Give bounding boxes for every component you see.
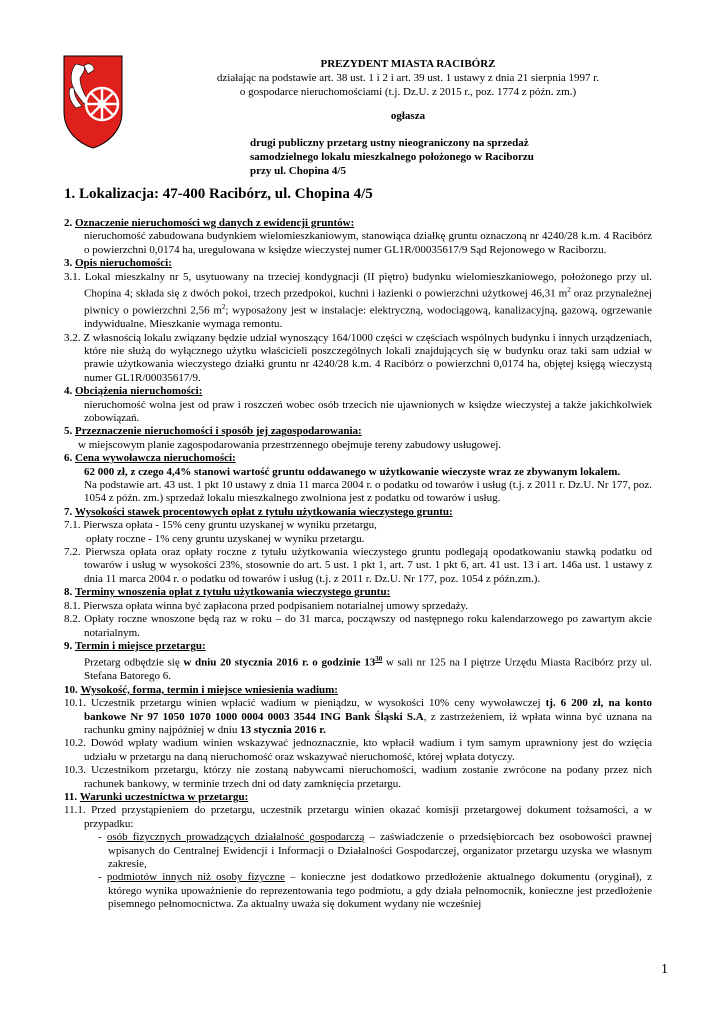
section-number: 4. [64, 385, 73, 398]
paragraph-3-1: 3.1. Lokal mieszkalny nr 5, usytuowany na trzeciej kondygnacji (II piętro) budynku wielomieszkaniowego, położonego przy ul. Chopina 4; składa się z dwóch pokoi, trzech przedpokoi, kuchni i łazienki o powierzchni użytkowej 46,31 $m^2$ oraz przynależnej piwnicy o powierzchni 2,56 $m^2$; wyposażony jest w instalacje: elektryczną, wodociągową, kanalizacyjną, gazową, ogrzewanie indywidualne. Mieszkanie wymaga remontu. [64, 270, 652, 331]
section-number: 3. [64, 257, 73, 270]
starting-price: 62 000 zł, z czego 4,4% stanowi wartość gruntu oddawanego w użytkowanie wieczyste wraz ze zbywanym lokalem. [84, 465, 621, 478]
paragraph-10-3: 10.3. Uczestnikom przetargu, którzy nie zostaną nabywcami nieruchomości, wadium zostanie zwrócone na podany przez nich rachunek bankowy, w terminie trzech dni od daty zamknięcia przetargu. [64, 764, 652, 790]
section-number: 8. [64, 586, 73, 599]
auction-date-place: Przetarg odbędzie się w dniu 20 stycznia 2016 r. o godzinie $13^{30}$ w sali nr 125 na I piętrze Urzędu Miasta Racibórz przy ul. Stefana Batorego 6. [84, 655, 652, 683]
legal-basis-line: działając na podstawie art. 38 ust. 1 i 2 i art. 39 ust. 1 ustawy z dnia 21 sierpnia 1997 r. [216, 72, 600, 84]
section-number: 10. [64, 683, 78, 696]
section-heading: Wysokość, forma, termin i miejsce wniesienia wadium: [80, 683, 338, 696]
section-heading: Termin i miejsce przetargu: [75, 639, 206, 652]
section-heading: Oznaczenie nieruchomości wg danych z ewidencji gruntów: [75, 217, 355, 229]
paragraph-7-2: 7.2. Pierwsza opłata oraz opłaty roczne z tytułu użytkowania wieczystego gruntu podlegają opodatkowaniu stawką podatku od towarów i usług w wysokości 23%, stosownie do art. 5 ust. 1 pkt 1, art. 7 ust. 1 pkt 6, art. 41 ust. 13 i art. 146a ust. 1 ustawy z dnia 11 marca 2004 r. o podatku od towarów i usług (t.j. z 2011 r. Dz.U. Nr 177, poz. 1054 z późn.zm.). [64, 546, 652, 585]
wheel-icon [86, 88, 118, 120]
document-body [64, 217, 652, 912]
paragraph-3-2: 3.2. Z własnością lokalu związany będzie udział wynoszący 164/1000 części w częściach wspólnych budynku i innych urządzeniach, które nie służą do wyłącznego użytku właścicieli poszczególnych lokali znajdujących się w budynku oraz taki sam udział w prawie użytkowania wieczystego działki gruntu nr 4240/28 k.m. 4 Racibórz o powierzchni 0,0174 ha, objętej księgą wieczystą numer GL1R/00035617/9. [64, 331, 652, 384]
paragraph-7-1: 7.1. Pierwsza opłata - 15% ceny gruntu uzyskanej w wyniku przetargu, [64, 519, 377, 532]
list-item: - osób fizycznych prowadzących działalność gospodarczą – zaświadczenie o przedsiębiorcach bez osobowości prawnej wpisanych do Centralnej Ewidencji i Informacji o Działalności Gospodarczej, organizator przetargu uzyska we własnym zakresie, [98, 831, 653, 871]
announces-word: ogłasza [390, 110, 426, 122]
section-text: nieruchomość zabudowana budynkiem wielomieszkaniowym, stanowiąca działkę gruntu oznaczoną nr 4240/28 k.m. 4 Racibórz o powierzchni 0,0174 ha, uregulowana w księdze wieczystej numer GL1R/00035617/9 Sąd Rejonowego w Raciborzu. [84, 230, 652, 256]
location-heading: 1. Lokalizacja: 47-400 Racibórz, ul. Chopina 4/5 [64, 186, 373, 202]
list-item: - podmiotów innych niż osoby fizyczne – konieczne jest dodatkowo przedłożenie aktualnego dokumentu (oryginał), z którego wynika upoważnienie do reprezentowania tego podmiotu, a gdy działa pełnomocnik, konieczne jest przedłożenie pisemnego pełnomocnictwa. Za aktualny uważa się dokument wydany nie wcześniej [98, 871, 652, 911]
subject-line: samodzielnego lokalu mieszkalnego położonego w Raciborzu [250, 151, 534, 163]
subject-line: przy ul. Chopina 4/5 [250, 165, 346, 177]
section-number: 2. [64, 217, 73, 229]
section-number: 7. [64, 505, 73, 518]
section-heading: Warunki uczestnictwa w przetargu: [79, 791, 249, 804]
paragraph-11-1: 11.1. Przed przystąpieniem do przetargu, uczestnik przetargu winien okazać komisji przetargowej dokument tożsamości, a w przypadku: [64, 804, 652, 830]
section-number: 5. [64, 425, 73, 438]
tender-subject [250, 136, 630, 178]
section-text: Na podstawie art. 43 ust. 1 pkt 10 ustawy z dnia 11 marca 2004 r. o podatku od towarów i usług (t.j. z 2011 r. Dz.U. Nr 177, poz. 1054 z późn. zm.) sprzedaż lokalu mieszkalnego zwolniona jest z podatku od towarów i usług. [84, 479, 652, 505]
paragraph-7-1-cont: opłaty roczne - 1% ceny gruntu uzyskanej w wyniku przetargu. [86, 532, 365, 545]
mayor-title: PREZYDENT MIASTA RACIBÓRZ [320, 58, 496, 70]
section-heading: Opis nieruchomości: [75, 257, 172, 270]
paragraph-8-2: 8.2. Opłaty roczne wnoszone będą raz w roku – do 31 marca, począwszy od następnego roku kalendarzowego po zawartym akcie notarialnym. [64, 613, 652, 639]
section-number: 9. [64, 639, 73, 652]
section-heading: Obciążenia nieruchomości: [75, 385, 203, 398]
section-number: 6. [64, 452, 73, 465]
section-number: 11. [64, 791, 78, 804]
section-heading: Cena wywoławcza nieruchomości: [75, 452, 236, 465]
paragraph-8-1: 8.1. Pierwsza opłata winna być zapłacona przed podpisaniem notarialnej umowy sprzedaży. [64, 599, 469, 612]
legal-basis-line: o gospodarce nieruchomościami (t.j. Dz.U. z 2015 r., poz. 1774 z późn. zm.) [239, 86, 577, 98]
raciborz-coat-of-arms [62, 54, 124, 150]
page-number: 1 [661, 962, 668, 977]
section-text: w miejscowym planie zagospodarowania przestrzennego obejmuje tereny zabudowy usługowej. [78, 438, 502, 451]
section-heading: Przeznaczenie nieruchomości i sposób jej zagospodarowania: [75, 425, 362, 438]
section-heading: Terminy wnoszenia opłat z tytułu użytkowania wieczystego gruntu: [75, 586, 391, 599]
announcement-header [188, 57, 628, 99]
subject-line: drugi publiczny przetarg ustny nieograniczony na sprzedaż [250, 137, 529, 149]
paragraph-10-1: 10.1. Uczestnik przetargu winien wpłacić wadium w pieniądzu, w wysokości 10% ceny wywoławczej tj. 6 200 zł, na konto bankowe Nr 97 1050 1070 1000 0004 0003 3544 ING Bank Śląski S.A, z zastrzeżeniem, iż wpłata winna być uznana na rachunku gminy najpóźniej w dniu 13 stycznia 2016 r. [64, 697, 653, 736]
section-heading: Wysokości stawek procentowych opłat z tytułu użytkowania wieczystego gruntu: [75, 505, 453, 518]
section-text: nieruchomość wolna jest od praw i roszczeń wobec osób trzecich nie ujawnionych w księdze wieczystej a także jakichkolwiek zobowiązań. [84, 398, 652, 424]
paragraph-10-2: 10.2. Dowód wpłaty wadium winien wskazywać jednoznacznie, kto wpłacił wadium i tym samym uprawniony jest do wzięcia udziału w przetargu na daną nieruchomość oraz wskazywać nieruchomość, której wpłata dotyczy. [64, 737, 652, 763]
